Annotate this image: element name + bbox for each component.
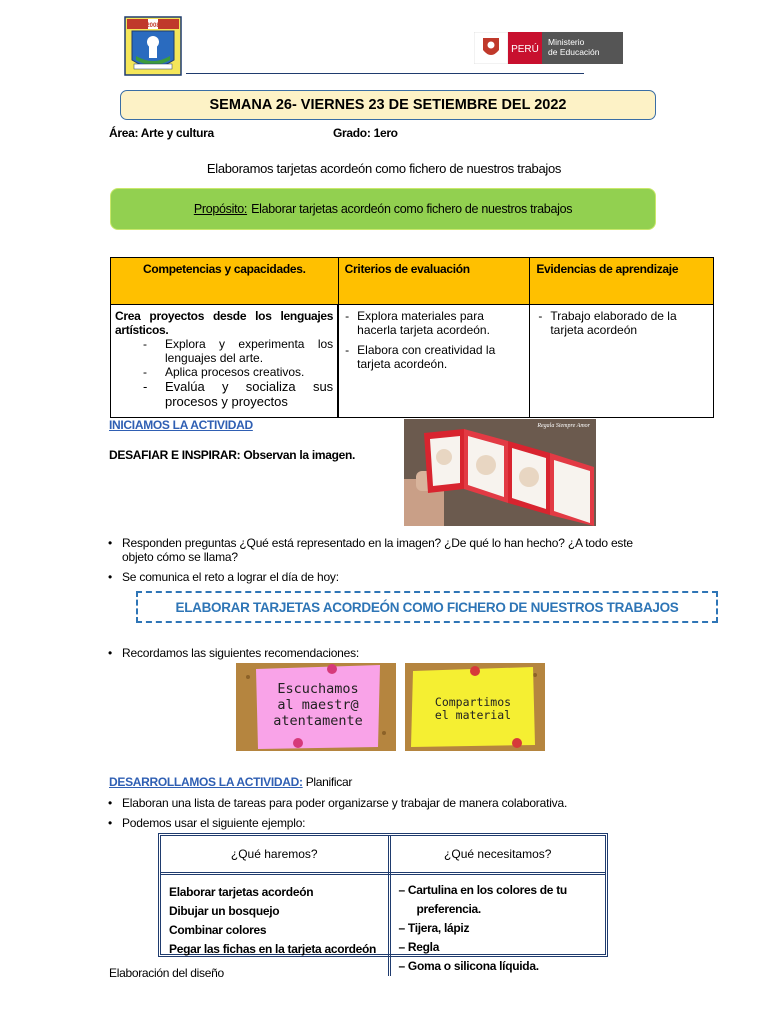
planning-table — [161, 836, 605, 976]
criteria-cell — [338, 305, 530, 418]
note-listen-line1: Escuchamos — [277, 681, 359, 697]
evidence-item: - Trabajo elaborado de la tarjeta acordeón — [536, 309, 709, 337]
task-item: Pegar las fichas en la tarjeta acordeón — [169, 942, 377, 956]
competencies-table — [110, 257, 714, 418]
header-criteria: Criterios de evaluación — [338, 258, 530, 305]
bullet-item: • Se comunica el reto a lograr el día de hoy: — [108, 570, 668, 584]
accordion-card-photo — [404, 419, 596, 526]
task-item: Elaborar tarjetas acordeón — [169, 885, 314, 899]
note-listen-image — [236, 663, 396, 751]
evidence-list — [534, 309, 709, 337]
capacity-item: - Aplica procesos creativos. — [115, 365, 333, 379]
criteria-item: - Explora materiales para hacerla tarjeta acordeón. — [343, 309, 525, 337]
header-divider — [186, 73, 584, 74]
bullet-item: • Recordamos las siguientes recomendaciones: — [108, 646, 668, 660]
note-share-line2: el material — [434, 708, 512, 722]
header-what-we-do: ¿Qué haremos? — [161, 836, 389, 874]
capacities-list — [115, 337, 333, 409]
criteria-item: - Elabora con creatividad la tarjeta acordeón. — [343, 343, 525, 371]
session-title: Elaboramos tarjetas acordeón como fichero de nuestros trabajos — [206, 161, 562, 176]
note-listen-line3: atentamente — [273, 713, 363, 729]
capacity-item: - Explora y experimenta los lenguajes del arte. — [115, 337, 333, 365]
peru-label: PERÚ — [511, 44, 539, 55]
planning-table-frame — [158, 833, 608, 973]
photo-caption: Regala Siempre Amor — [537, 423, 590, 429]
footer-text: Elaboración del diseño — [109, 966, 224, 980]
header-evidence: Evidencias de aprendizaje — [530, 258, 714, 305]
ministry-logo — [474, 32, 623, 64]
task-item: Dibujar un bosquejo — [169, 904, 280, 918]
area-label: Área: Arte y cultura — [109, 126, 214, 140]
bullet-item: • Responden preguntas ¿Qué está representado en la imagen? ¿De qué lo han hecho? ¿A todo este objeto cómo se llama? — [108, 536, 668, 564]
capacity-item: - Evalúa y socializa sus procesos y proyectos — [115, 379, 333, 409]
header-competencies: Competencias y capacidades. — [111, 258, 339, 305]
note-share-image — [405, 663, 545, 751]
purpose-label: Propósito: — [193, 202, 248, 216]
competency-text: Crea proyectos desde los lenguajes artísticos. — [115, 309, 334, 337]
note-listen-line2: al maestr@ — [277, 697, 359, 713]
start-bullets — [108, 536, 668, 584]
develop-bullets — [108, 796, 668, 830]
needs-cell — [389, 874, 605, 977]
evidence-cell — [530, 305, 714, 418]
ministry-line1: Ministerio — [548, 37, 585, 47]
recommend-bullets — [108, 646, 668, 660]
purpose-box — [110, 188, 656, 230]
need-item: – Tijera, lápiz — [398, 921, 470, 935]
develop-heading-suffix: Planificar — [302, 775, 353, 789]
header-what-we-need: ¿Qué necesitamos? — [389, 836, 605, 874]
note-share-line1: Compartimos — [434, 695, 512, 709]
bullet-item: • Elaboran una lista de tareas para poder organizarse y trabajar de manera colaborativa. — [108, 796, 668, 810]
need-item: preferencia. — [416, 902, 481, 916]
week-banner: SEMANA 26- VIERNES 23 DE SETIEMBRE DEL 2022 — [120, 90, 656, 120]
develop-heading: DESARROLLAMOS LA ACTIVIDAD: — [109, 775, 303, 789]
need-item: – Regla — [398, 940, 440, 954]
challenge-box: ELABORAR TARJETAS ACORDEÓN COMO FICHERO DE NUESTROS TRABAJOS — [136, 591, 718, 623]
task-item: Combinar colores — [169, 923, 267, 937]
competencies-cell — [111, 305, 339, 418]
ministry-line2: de Educación — [548, 47, 600, 57]
challenge-label: DESAFIAR E INSPIRAR: Observan la imagen. — [109, 448, 356, 462]
school-logo — [124, 16, 182, 76]
criteria-list — [343, 309, 525, 371]
bullet-item: • Podemos usar el siguiente ejemplo: — [108, 816, 668, 830]
need-item: – Goma o silicona líquida. — [398, 959, 539, 973]
start-heading: INICIAMOS LA ACTIVIDAD — [109, 418, 253, 432]
purpose-text: Elaborar tarjetas acordeón como fichero de nuestros trabajos — [251, 202, 573, 216]
develop-heading-line — [109, 775, 352, 789]
grade-label: Grado: 1ero — [333, 126, 398, 140]
school-logo-text: 2008 — [146, 23, 160, 29]
need-item: – Cartulina en los colores de tu — [398, 883, 567, 897]
tasks-cell — [161, 874, 389, 977]
